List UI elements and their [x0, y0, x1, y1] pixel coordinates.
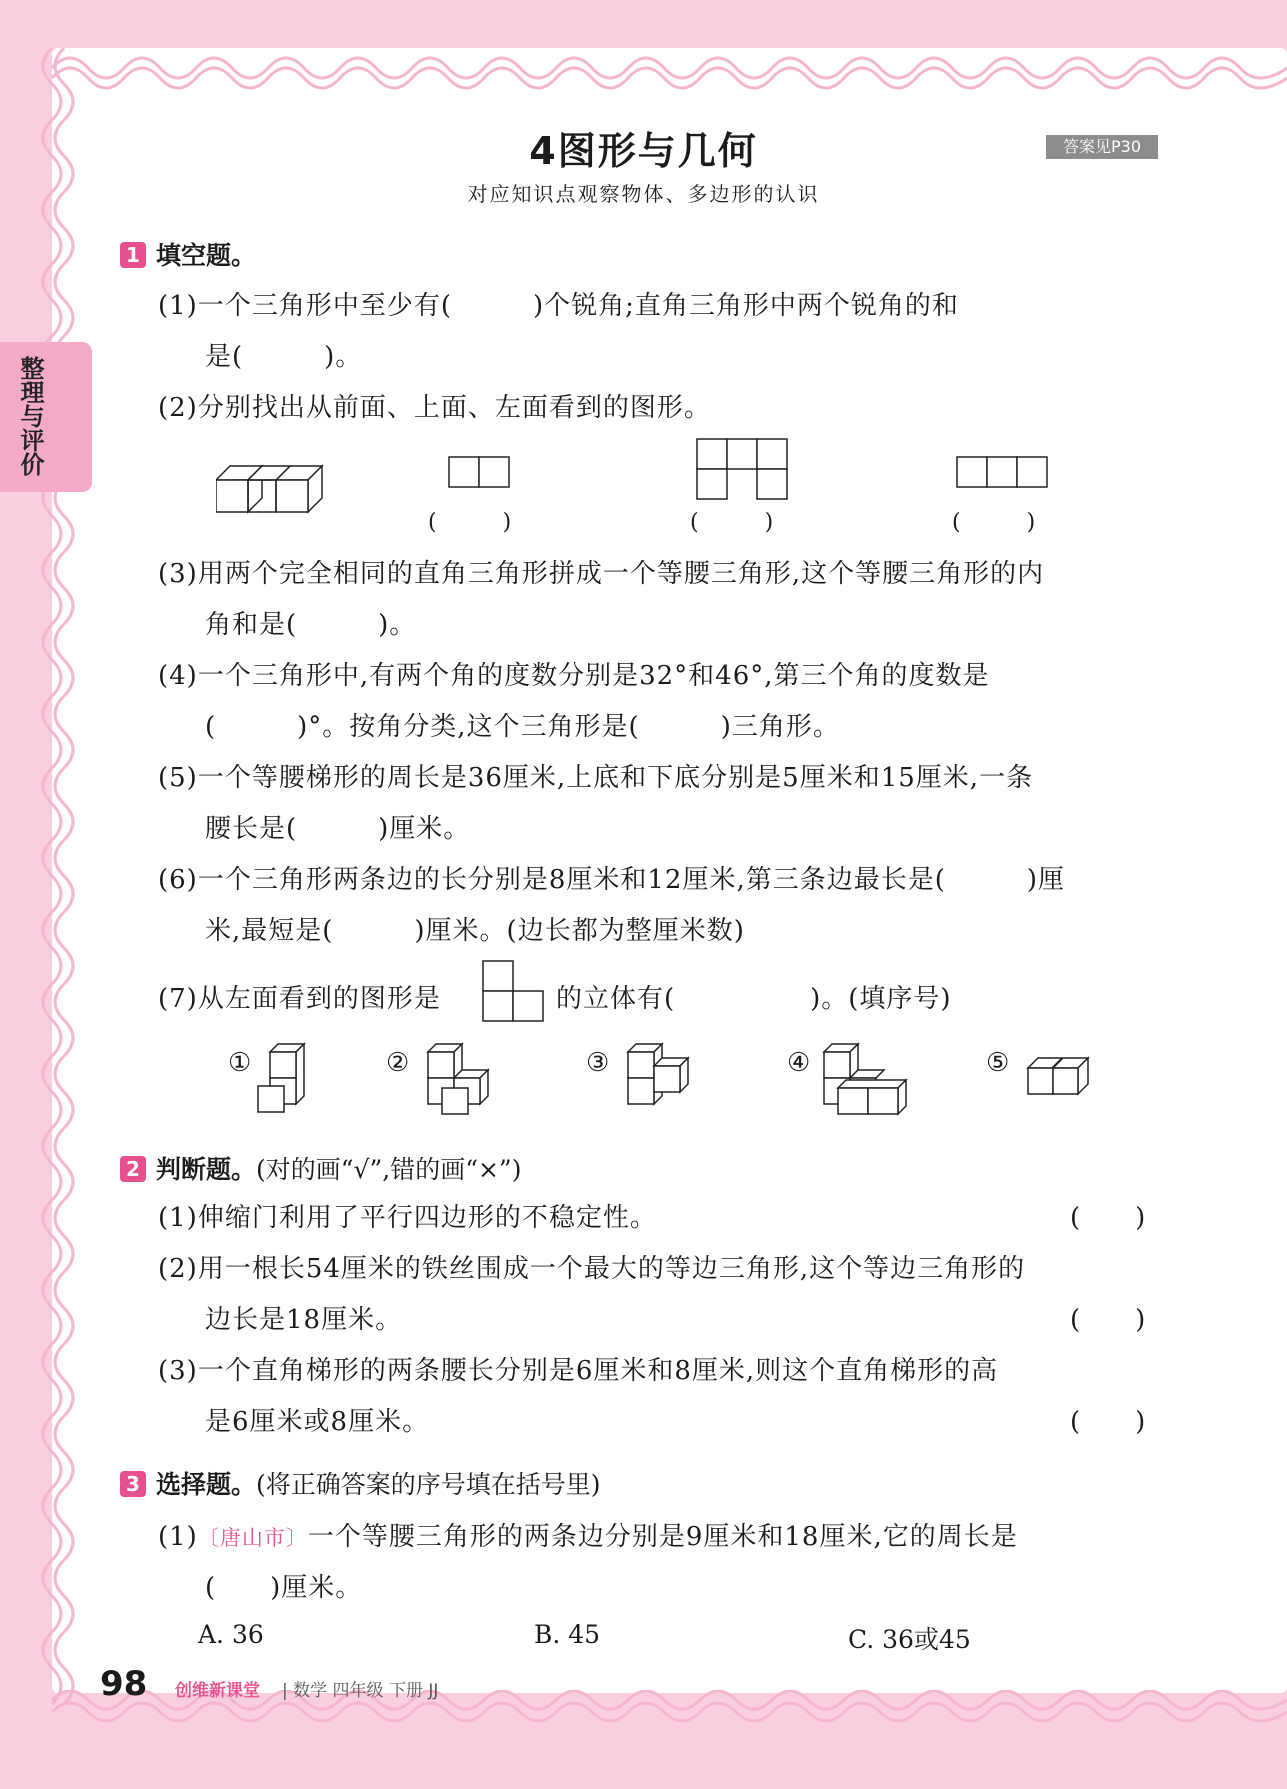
section-number-badge: 2	[120, 1156, 146, 1182]
question-1-5-line-b: 腰长是( )厘米。	[205, 814, 471, 844]
question-1-7-suffix: 的立体有( )。(填序号)	[556, 984, 952, 1014]
section-1-heading	[120, 236, 256, 272]
section-instruction: (对的画“√”,错的画“×”)	[256, 1155, 522, 1184]
question-2-1: (1)伸缩门利用了平行四边形的不稳定性。	[158, 1203, 657, 1233]
question-1-6-line-a: (6)一个三角形两条边的长分别是8厘米和12厘米,第三条边最长是( )厘	[158, 865, 1066, 895]
decorative-wave-bottom	[0, 1690, 1287, 1770]
solid-figure-3	[624, 1040, 704, 1120]
solid-figure-4	[822, 1040, 922, 1120]
option-label: ②	[386, 1048, 410, 1078]
solid-figure-1	[256, 1040, 316, 1120]
view-figure-c	[956, 456, 1052, 490]
answer-blank[interactable]: ( )	[690, 510, 774, 535]
question-1-2: (2)分别找出从前面、上面、左面看到的图形。	[158, 393, 711, 423]
question-source-tag: 〔唐山市〕	[197, 1526, 308, 1550]
question-1-1-line-a: (1)一个三角形中至少有( )个锐角;直角三角形中两个锐角的和	[158, 291, 959, 321]
question-3-1-line-b: ( )厘米。	[205, 1573, 363, 1603]
choice-c[interactable]: C. 36或45	[848, 1625, 971, 1654]
chapter-number: 4	[529, 129, 558, 173]
question-1-6-line-b: 米,最短是( )厘米。(边长都为整厘米数)	[205, 916, 745, 946]
question-1-7-prefix: (7)从左面看到的图形是	[158, 984, 441, 1014]
answer-blank[interactable]: ( )	[1070, 1305, 1147, 1335]
decorative-wave-top	[0, 20, 1287, 100]
page-number: 98	[100, 1664, 148, 1704]
section-instruction: (将正确答案的序号填在括号里)	[256, 1470, 601, 1499]
choice-b[interactable]: B. 45	[534, 1620, 601, 1649]
answer-blank[interactable]: ( )	[1070, 1203, 1147, 1233]
section-number-badge: 3	[120, 1471, 146, 1497]
chapter-title: 图形与几何	[557, 129, 758, 173]
section-2-heading	[120, 1150, 521, 1186]
answer-blank[interactable]: ( )	[428, 510, 512, 535]
view-figure-a	[448, 456, 512, 490]
section-number-badge: 1	[120, 242, 146, 268]
option-label: ⑤	[986, 1048, 1010, 1078]
view-figure-b	[696, 438, 792, 504]
question-number: (1)	[158, 1522, 198, 1552]
page-subtitle: 对应知识点观察物体、多边形的认识	[467, 182, 820, 206]
option-label: ④	[787, 1048, 811, 1078]
option-label: ①	[228, 1048, 252, 1078]
side-tab: 整理与评价	[0, 342, 92, 492]
question-1-5-line-a: (5)一个等腰梯形的周长是36厘米,上底和下底分别是5厘米和15厘米,一条	[158, 763, 1034, 793]
section-3-heading	[120, 1465, 601, 1501]
section-title: 填空题。	[156, 241, 257, 270]
footer-brand: 创维新课堂	[175, 1681, 260, 1701]
decorative-wave-left	[30, 48, 90, 1748]
footer-book-info: | 数学 四年级 下册 JJ	[282, 1681, 439, 1701]
option-label: ③	[586, 1048, 610, 1078]
answer-blank[interactable]: ( )	[1070, 1407, 1147, 1437]
solid-figure-2	[424, 1040, 504, 1120]
question-2-3-line-a: (3)一个直角梯形的两条腰长分别是6厘米和8厘米,则这个直角梯形的高	[158, 1356, 999, 1386]
choice-a[interactable]: A. 36	[198, 1620, 264, 1649]
question-1-3-line-a: (3)用两个完全相同的直角三角形拼成一个等腰三角形,这个等腰三角形的内	[158, 559, 1045, 589]
question-3-1-line-a	[158, 1516, 1018, 1553]
answer-blank[interactable]: ( )	[952, 510, 1036, 535]
question-2-2-line-a: (2)用一根长54厘米的铁丝围成一个最大的等边三角形,这个等边三角形的	[158, 1254, 1026, 1284]
answer-reference-badge: 答案见P30	[1046, 135, 1158, 159]
question-text: 一个等腰三角形的两条边分别是9厘米和18厘米,它的周长是	[307, 1522, 1018, 1552]
section-title: 选择题。	[156, 1470, 257, 1499]
question-1-3-line-b: 角和是( )。	[205, 610, 417, 640]
question-2-2-line-b: 边长是18厘米。	[205, 1305, 403, 1335]
question-1-1-line-b: 是( )。	[205, 342, 363, 372]
section-title: 判断题。	[156, 1155, 257, 1184]
question-2-3-line-b: 是6厘米或8厘米。	[205, 1407, 430, 1437]
question-1-4-line-b: ( )°。按角分类,这个三角形是( )三角形。	[205, 712, 840, 742]
question-1-4-line-a: (4)一个三角形中,有两个角的度数分别是32°和46°,第三个角的度数是	[158, 661, 990, 691]
left-view-figure	[482, 960, 548, 1026]
cube-solid-figure	[216, 458, 336, 528]
solid-figure-5	[1026, 1054, 1106, 1114]
